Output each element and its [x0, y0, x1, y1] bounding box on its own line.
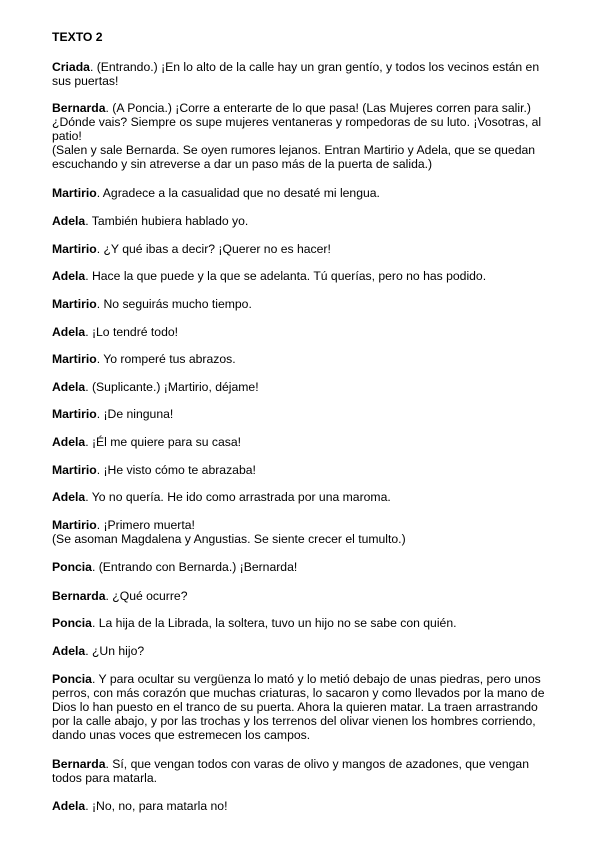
- speaker-name: Adela: [52, 269, 86, 283]
- dialogue-text: . ¿Un hijo?: [85, 644, 145, 658]
- dialogue-line: [52, 101, 547, 115]
- dialogue-line: [52, 242, 547, 256]
- dialogue-paragraph: [52, 757, 547, 785]
- dialogue-text: . ¡No, no, para matarla no!: [85, 799, 228, 813]
- dialogue-line: [52, 297, 547, 311]
- document-title: TEXTO 2: [52, 30, 103, 44]
- speaker-name: Poncia: [52, 672, 92, 686]
- speaker-name: Martirio: [52, 297, 97, 311]
- dialogue-line: [52, 616, 547, 630]
- dialogue-line: ¿Dónde vais? Siempre os supe mujeres ventaneras y rompedoras de su luto. ¡Vosotras, al: [52, 115, 542, 129]
- speaker-name: Martirio: [52, 407, 97, 421]
- dialogue-text: . ¡He visto cómo te abrazaba!: [96, 463, 256, 477]
- speaker-name: Martirio: [52, 186, 97, 200]
- dialogue-line: [52, 672, 547, 686]
- speaker-name: Adela: [52, 490, 86, 504]
- dialogue-text: . ¡Lo tendré todo!: [85, 325, 179, 339]
- dialogue-paragraph: [52, 60, 547, 88]
- dialogue-line: Dios lo han puesto en el tranco de su puerta. Ahora la quieren matar. La traen arrastrando: [52, 700, 538, 714]
- dialogue-line: patio!: [52, 129, 82, 143]
- dialogue-line: escuchando y sin atreverse a dar un paso más de la puerta de salida.): [52, 157, 433, 171]
- dialogue-paragraph: [52, 799, 547, 813]
- speaker-name: Martirio: [52, 352, 97, 366]
- speaker-name: Bernarda: [52, 757, 106, 771]
- dialogue-line: perros, con más corazón que muchas criaturas, lo sacaron y como llevados por la mano de: [52, 686, 545, 700]
- dialogue-line: [52, 352, 547, 366]
- dialogue-paragraph: [52, 490, 547, 504]
- speaker-name: Adela: [52, 325, 86, 339]
- dialogue-line: [52, 269, 547, 283]
- dialogue-paragraph: [52, 269, 547, 283]
- dialogue-line: [52, 463, 547, 477]
- dialogue-line: por la calle abajo, y por las trochas y los terrenos del olivar vienen los hombres corriendo,: [52, 714, 536, 728]
- dialogue-paragraph: [52, 325, 547, 339]
- dialogue-text: . ¡Él me quiere para su casa!: [85, 435, 242, 449]
- dialogue-paragraph: [52, 297, 547, 311]
- dialogue-text: . ¡De ninguna!: [96, 407, 174, 421]
- speaker-name: Martirio: [52, 463, 97, 477]
- dialogue-line: [52, 186, 547, 200]
- dialogue-line: [52, 214, 547, 228]
- speaker-name: Bernarda: [52, 101, 106, 115]
- speaker-name: Bernarda: [52, 589, 106, 603]
- dialogue-text: . (Entrando.) ¡En lo alto de la calle hay un gran gentío, y todos los vecinos están en: [89, 60, 540, 74]
- speaker-name: Poncia: [52, 616, 92, 630]
- speaker-name: Adela: [52, 644, 86, 658]
- dialogue-line: todos para matarla.: [52, 771, 158, 785]
- dialogue-paragraph: [52, 214, 547, 228]
- dialogue-line: [52, 407, 547, 421]
- speaker-name: Adela: [52, 380, 86, 394]
- dialogue-text: . Hace la que puede y la que se adelanta. Tú querías, pero no has podido.: [85, 269, 487, 283]
- dialogue-paragraph: [52, 518, 547, 546]
- dialogue-paragraph: [52, 242, 547, 256]
- dialogue-paragraph: [52, 463, 547, 477]
- dialogue-text: . Sí, que vengan todos con varas de olivo y mangos de azadones, que vengan: [105, 757, 529, 771]
- dialogue-text: . Y para ocultar su vergüenza lo mató y lo metió debajo de unas piedras, pero unos: [91, 672, 541, 686]
- dialogue-line: [52, 325, 547, 339]
- dialogue-line: [52, 560, 547, 574]
- speaker-name: Adela: [52, 799, 86, 813]
- dialogue-line: (Salen y sale Bernarda. Se oyen rumores lejanos. Entran Martirio y Adela, que se quedan: [52, 143, 536, 157]
- dialogue-paragraph: [52, 616, 547, 630]
- dialogue-text: . También hubiera hablado yo.: [85, 214, 249, 228]
- dialogue-paragraph: [52, 435, 547, 449]
- dialogue-text: . ¿Y qué ibas a decir? ¡Querer no es hacer!: [96, 242, 331, 256]
- dialogue-paragraph: [52, 672, 547, 742]
- dialogue-line: [52, 380, 547, 394]
- speaker-name: Poncia: [52, 560, 92, 574]
- dialogue-paragraph: [52, 352, 547, 366]
- dialogue-line: [52, 518, 547, 532]
- dialogue-text: . (A Poncia.) ¡Corre a enterarte de lo que pasa! (Las Mujeres corren para salir.): [105, 101, 531, 115]
- dialogue-line: [52, 490, 547, 504]
- dialogue-paragraph: [52, 186, 547, 200]
- dialogue-text: . No seguirás mucho tiempo.: [96, 297, 252, 311]
- speaker-name: Adela: [52, 435, 86, 449]
- dialogue-line: [52, 589, 547, 603]
- dialogue-line: [52, 644, 547, 658]
- dialogue-line: [52, 60, 547, 74]
- dialogue-line: [52, 799, 547, 813]
- speaker-name: Criada: [52, 60, 90, 74]
- speaker-name: Martirio: [52, 518, 97, 532]
- dialogue-text: . Agradece a la casualidad que no desaté mi lengua.: [96, 186, 380, 200]
- dialogue-text: . ¿Qué ocurre?: [105, 589, 188, 603]
- dialogue-text: . La hija de la Librada, la soltera, tuvo un hijo no se sabe con quién.: [91, 616, 457, 630]
- dialogue-text: . ¡Primero muerta!: [96, 518, 195, 532]
- dialogue-paragraph: [52, 644, 547, 658]
- dialogue-paragraph: [52, 589, 547, 603]
- dialogue-line: dando unas voces que estremecen los campos.: [52, 728, 311, 742]
- dialogue-line: [52, 757, 547, 771]
- dialogue-line: [52, 435, 547, 449]
- dialogue-line: (Se asoman Magdalena y Angustias. Se siente crecer el tumulto.): [52, 532, 406, 546]
- dialogue-text: . (Entrando con Bernarda.) ¡Bernarda!: [91, 560, 298, 574]
- speaker-name: Martirio: [52, 242, 97, 256]
- dialogue-paragraph: [52, 101, 547, 171]
- speaker-name: Adela: [52, 214, 86, 228]
- dialogue-text: . Yo no quería. He ido como arrastrada por una maroma.: [85, 490, 391, 504]
- dialogue-paragraph: [52, 380, 547, 394]
- dialogue-line: sus puertas!: [52, 74, 119, 88]
- dialogue-paragraph: [52, 560, 547, 574]
- dialogue-text: . (Suplicante.) ¡Martirio, déjame!: [85, 380, 259, 394]
- dialogue-paragraph: [52, 407, 547, 421]
- dialogue-text: . Yo romperé tus abrazos.: [96, 352, 236, 366]
